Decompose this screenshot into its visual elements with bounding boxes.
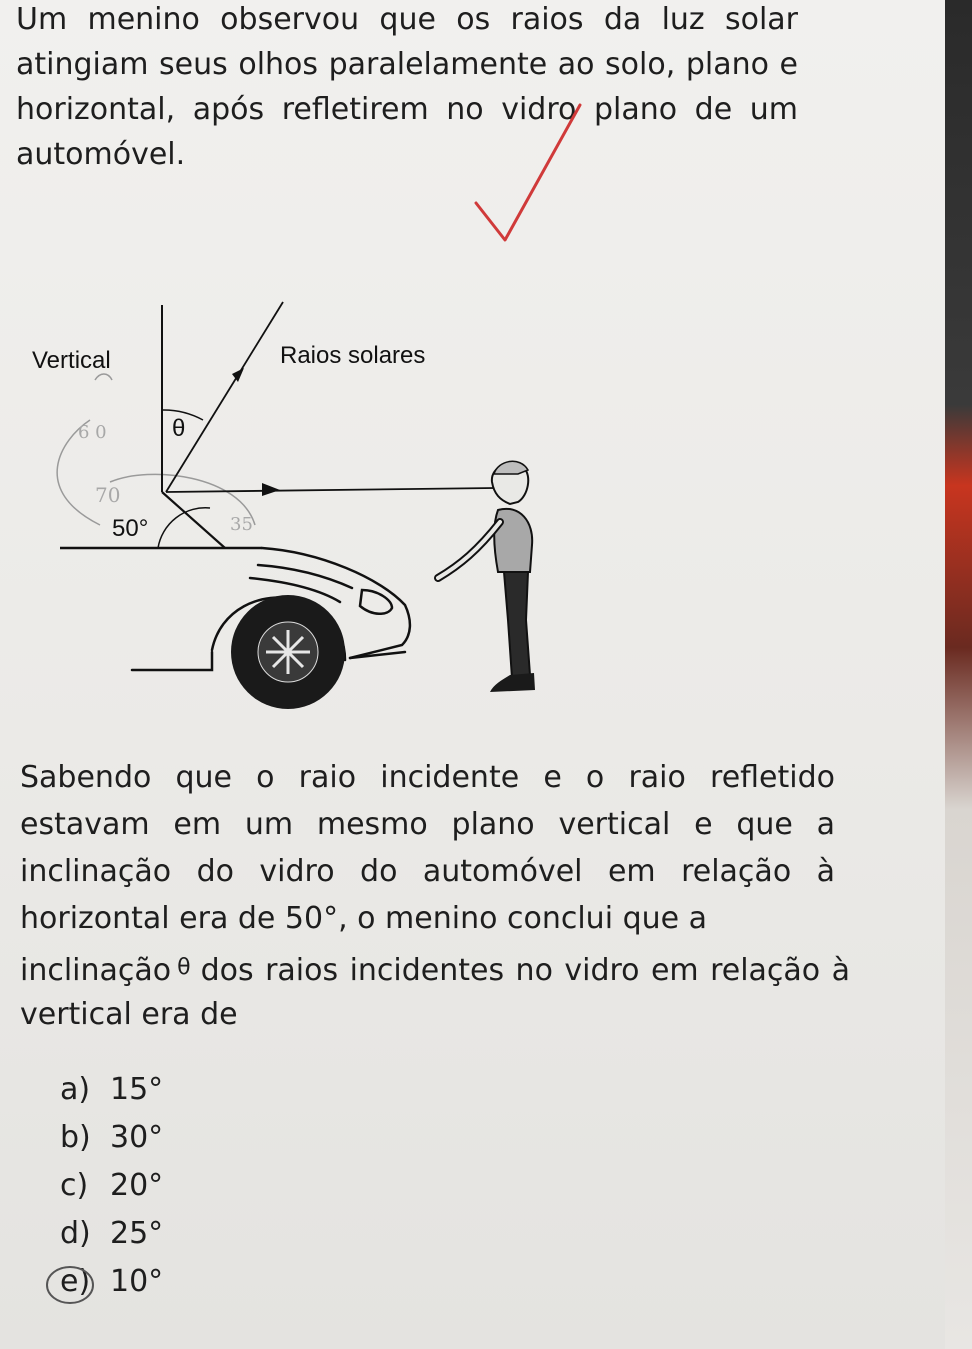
question-tail-end: dos raios incidentes no vidro em relação à vertical era de (20, 953, 850, 1032)
reflection-diagram (0, 260, 600, 720)
choice-value: 15° (110, 1072, 164, 1107)
choice-value: 20° (110, 1168, 164, 1203)
choice-letter: c) (60, 1168, 89, 1203)
svg-text:35: 35 (230, 514, 253, 535)
label-50-degrees: 50° (112, 515, 149, 542)
choice-value: 25° (110, 1216, 164, 1251)
choice-letter: d) (60, 1216, 91, 1251)
label-sun-rays: Raios solares (280, 342, 426, 369)
selected-answer-circle-icon (42, 1262, 102, 1308)
theta-symbol: θ (177, 955, 191, 980)
choice-letter: e) (60, 1264, 91, 1299)
choice-c[interactable] (60, 1162, 163, 1210)
question-intro: Um menino observou que os raios da luz solar atingiam seus olhos paralelamente ao solo, plano e horizontal, após refletirem no vidro plano de um automóvel. (16, 2, 798, 172)
pencil-annotations (57, 374, 255, 535)
svg-text:6 0: 6 0 (78, 422, 107, 443)
windshield-line (162, 492, 225, 548)
choice-d[interactable] (60, 1210, 163, 1258)
red-checkmark-icon (470, 95, 600, 255)
choice-letter: a) (60, 1072, 91, 1107)
question-tail-start: inclinação (20, 953, 172, 988)
svg-text:70: 70 (95, 483, 121, 507)
choice-a[interactable] (60, 1066, 163, 1114)
choice-letter: b) (60, 1120, 91, 1155)
reflected-arrow-icon (262, 483, 280, 496)
boy-illustration (438, 461, 535, 692)
choice-value: 30° (110, 1120, 164, 1155)
incident-ray (166, 302, 283, 492)
label-theta: θ (172, 415, 186, 442)
background-edge (945, 0, 972, 1349)
label-vertical: Vertical (32, 347, 111, 374)
choice-value: 10° (110, 1264, 164, 1299)
question-tail (20, 946, 850, 1037)
reflected-ray (166, 488, 495, 492)
choice-b[interactable] (60, 1114, 163, 1162)
incident-arrow-icon (232, 368, 244, 382)
question-body: Sabendo que o raio incidente e o raio refletido estavam em um mesmo plano vertical e que a inclinação do vidro do automóvel em relação à horizontal era de 50°, o menino conclui que a (20, 760, 835, 936)
